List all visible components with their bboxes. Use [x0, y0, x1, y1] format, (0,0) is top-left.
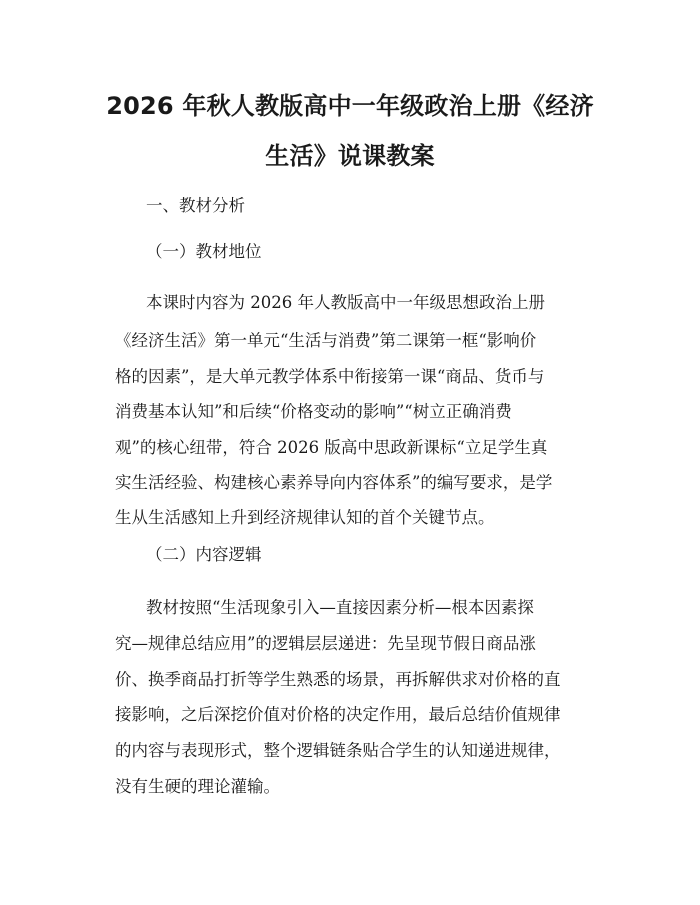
paragraph-line: 接影响，之后深挖价值对价格的决定作用，最后总结价值规律	[115, 705, 561, 724]
document-title-line-1: 2026 年秋人教版高中一年级政治上册《经济	[106, 92, 594, 120]
subsection-heading-logic: （二）内容逻辑	[146, 545, 262, 564]
paragraph-line: 《经济生活》第一单元“生活与消费”第二课第一框“影响价	[115, 331, 537, 350]
paragraph-line: 教材按照“生活现象引入—直接因素分析—根本因素探	[146, 598, 534, 617]
paragraph-line: 实生活经验、构建核心素养导向内容体系”的编写要求，是学	[115, 473, 553, 492]
paragraph-line: 生从生活感知上升到经济规律认知的首个关键节点。	[115, 508, 495, 527]
paragraph-line: 价、换季商品打折等学生熟悉的场景，再拆解供求对价格的直	[115, 670, 561, 689]
subsection-heading-position: （一）教材地位	[146, 242, 262, 261]
paragraph-line: 格的因素”，是大单元教学体系中衔接第一课“商品、货币与	[115, 367, 545, 386]
paragraph-line: 没有生硬的理论灌输。	[115, 777, 280, 796]
paragraph-line: 的内容与表现形式，整个逻辑链条贴合学生的认知递进规律，	[115, 741, 561, 760]
paragraph-line: 消费基本认知”和后续“价格变动的影响”“树立正确消费	[115, 402, 512, 421]
paragraph-line: 观”的核心纽带，符合 2026 版高中思政新课标“立足学生真	[115, 438, 548, 457]
section-heading: 一、教材分析	[146, 196, 245, 215]
paragraph-line: 本课时内容为 2026 年人教版高中一年级思想政治上册	[146, 293, 545, 312]
document-title-line-2: 生活》说课教案	[265, 142, 435, 170]
paragraph-line: 究—规律总结应用”的逻辑层层递进：先呈现节假日商品涨	[115, 634, 536, 653]
